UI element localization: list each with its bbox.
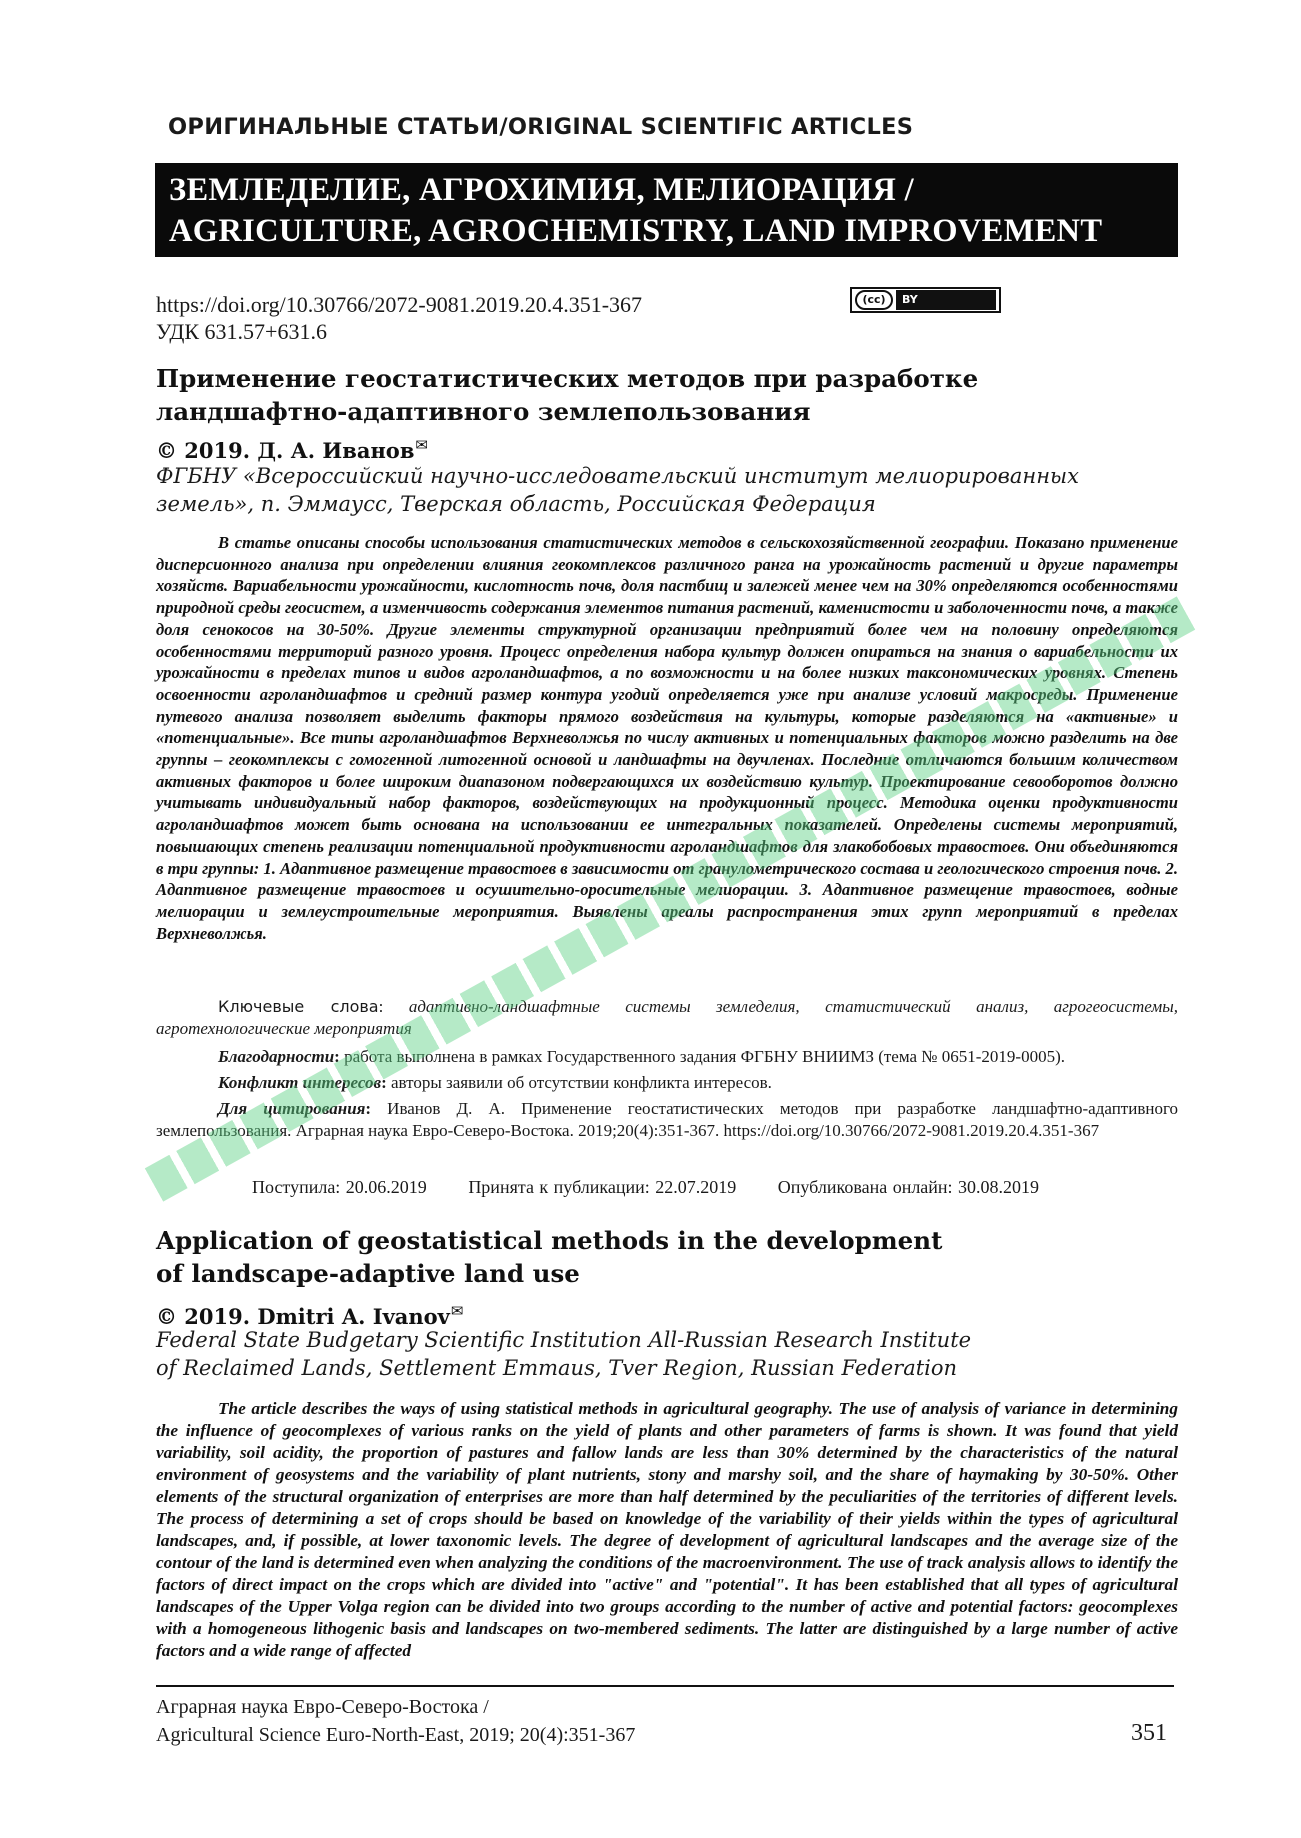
title-ru-line-1: Применение геостатистических методов при разработке (156, 364, 979, 393)
footer-divider (156, 1685, 1174, 1687)
acknowledgements: Благодарности: работа выполнена в рамках Государственного задания ФГБНУ ВНИИМЗ (тема № 0651-2019-0005). (218, 1047, 1065, 1066)
affiliation-en-line-2: of Reclaimed Lands, Settlement Emmaus, Tver Region, Russian Federation (156, 1356, 958, 1380)
affiliation-ru (156, 462, 1196, 518)
author-ru (156, 436, 428, 463)
abstract-ru: В статье описаны способы использования статистических методов в сельскохозяйственной географии. Показано применение дисперсионного анализа при определении влияния геокомплексов различного ранга на урожайность растений и другие параметры хозяйств. Вариабельности урожайности, кислотность почв, доля пастбищ и залежей менее чем на 30% определяются особенностями природной среды геосистем, а изменчивость содержания элементов питания растений, каменистости и заболоченности почв, а также доля сенокосов на 30-50%. Другие элементы структурной организации предприятий более чем на половину определяются особенностями территорий разного уровня. Процесс определения набора культур должен опираться на знания о вариабельности их урожайности в пределах типов и видов агроландшафтов, а по возможности и на более низких таксономических уровнях. Степень освоенности агроландшафтов и средний размер контура угодий определяется уже при анализе условий макросреды. Применение путевого анализа позволяет выделить факторы прямого воздействия на культуры, которые разделяются на «активные» и «потенциальные». Все типы агроландшафтов Верхневолжья по числу активных и потенциальных факторов можно разделить на две группы – геокомплексы с гомогенной литогенной основой и ландшафты на двучленах. Последние отличаются большим количеством активных факторов и более широким диапазоном подвергающихся их воздействию культур. Проектирование севооборотов должно учитывать индивидуальный набор факторов, воздействующих на продукционный процесс. Методика оценки продуктивности агроландшафтов может быть основана на использовании ее интегральных показателей. Определены системы мероприятий, повышающих степень реализации потенциальной продуктивности агроландшафтов для злакобобовых травостоев. Они объединяются в три группы: 1. Адаптивное размещение травостоев в зависимости от гранулометрического состава и геологического строения почв. 2. Адаптивное размещение травостоев и осушительно-оросительные мелиорации. 3. Адаптивное размещение травостоев, водные мелиорации и землеустроительные мероприятия. Выявлены ареалы распространения этих групп мероприятий в пределах Верхневолжья. (156, 533, 1178, 943)
publication-dates (252, 1177, 1075, 1198)
accepted-date: Принята к публикации: 22.07.2019 (468, 1177, 737, 1197)
affiliation-en (156, 1326, 1196, 1382)
title-en-line-1: Application of geostatistical methods in the development (156, 1226, 943, 1255)
received-date: Поступила: 20.06.2019 (252, 1177, 427, 1197)
banner-line-2: AGRICULTURE, AGROCHEMISTRY, LAND IMPROVEMENT (169, 213, 1103, 249)
udk-code: УДК 631.57+631.6 (156, 319, 327, 344)
keywords-text: адаптивно-ландшафтные системы земледелия, статистический анализ, агрогеосистемы, агротехнологические мероприятия (156, 997, 1178, 1038)
section-banner (155, 163, 1178, 257)
title-en-line-2: of landscape-adaptive land use (156, 1259, 580, 1288)
published-date: Опубликована онлайн: 30.08.2019 (777, 1177, 1040, 1197)
cc-icon: (cc) (855, 290, 893, 310)
doi-link[interactable]: https://doi.org/10.30766/2072-9081.2019.20.4.351-367 (156, 292, 643, 317)
keywords-label: Ключевые слова (218, 997, 379, 1016)
author-ru-name: © 2019. Д. А. Иванов (156, 438, 415, 463)
title-ru-line-2: ландшафтно-адаптивного землепользования (156, 397, 811, 426)
affiliation-en-line-1: Federal State Budgetary Scientific Institution All-Russian Research Institute (156, 1328, 972, 1352)
keywords-ru: Ключевые слова: адаптивно-ландшафтные системы земледелия, статистический анализ, агрогеосистемы, агротехнологические мероприятия (156, 997, 1178, 1038)
page-number: 351 (1131, 1720, 1167, 1746)
conflict-text: авторы заявили об отсутствии конфликта интересов. (391, 1073, 772, 1092)
banner-line-1: ЗЕМЛЕДЕЛИЕ, АГРОХИМИЯ, МЕЛИОРАЦИЯ / (169, 172, 914, 208)
abstract-en: The article describes the ways of using statistical methods in agricultural geography. The use of analysis of variance in determining the influence of geocomplexes of various ranks on the yield of plants and other parameters of farms is shown. It was found that yield variability, soil acidity, the proportion of pastures and fallow lands are less than 30% determined by the characteristics of the natural environment of geosystems and the variability of plant nutrients, stony and marshy soil, and the share of haymaking by 30-50%. Other elements of the structural organization of enterprises are more than half determined by the peculiarities of the territories of different levels. The process of determining a set of crops should be based on knowledge of the variability of their yields within the types of agricultural landscapes, and, if possible, at lower taxonomic levels. The degree of development of agricultural landscapes and the average size of the contour of the land is determined even when analyzing the conditions of the macroenvironment. The use of track analysis allows to identify the factors of direct impact on the crops which are divided into "active" and "potential". It has been established that all types of agricultural landscapes of the Upper Volga region can be divided into two groups according to the number of active and potential factors: geocomplexes with a homogeneous lithogenic basis and landscapes on two-membered sediments. The latter are distinguished by a large number of active factors and a wide range of affected (156, 1399, 1178, 1660)
article-title-ru (156, 362, 1176, 428)
citation-label: Для цитирования (218, 1099, 366, 1118)
acknowledgements-text: работа выполнена в рамках Государственного задания ФГБНУ ВНИИМЗ (тема № 0651-2019-0005). (344, 1047, 1065, 1066)
section-label: ОРИГИНАЛЬНЫЕ СТАТЬИ/ORIGINAL SCIENTIFIC ARTICLES (168, 114, 914, 140)
conflict-of-interest: Конфликт интересов: авторы заявили об отсутствии конфликта интересов. (218, 1073, 772, 1092)
conflict-label: Конфликт интересов (218, 1073, 382, 1092)
by-icon: BY (896, 290, 996, 310)
article-title-en (156, 1224, 1176, 1290)
author-en (156, 1302, 463, 1329)
cc-by-icon[interactable] (850, 287, 1001, 313)
citation-text: Иванов Д. А. Применение геостатистических методов при разработке ландшафтно-адаптивного землепользования. Аграрная наука Евро-Северо-Востока. 2019;20(4):351-367. https://doi.org/10.30766/2072-9081.2019.20.4.351-367 (156, 1099, 1178, 1140)
journal-name-en: Agricultural Science Euro-North-East, 2019; 20(4):351-367 (156, 1724, 636, 1746)
affiliation-ru-line-2: земель», п. Эммаусс, Тверская область, Российская Федерация (156, 492, 876, 516)
envelope-icon[interactable]: ✉ (415, 436, 428, 454)
author-en-name: © 2019. Dmitri A. Ivanov (156, 1304, 450, 1329)
journal-name-ru: Аграрная наука Евро-Северо-Востока / (156, 1696, 489, 1718)
citation: Для цитирования: Иванов Д. А. Применение геостатистических методов при разработке ландшафтно-адаптивного землепользования. Аграрная наука Евро-Северо-Востока. 2019;20(4):351-367. https://doi.org/10.30766/2072-9081.2019.20.4.351-367 (156, 1099, 1178, 1140)
affiliation-ru-line-1: ФГБНУ «Всероссийский научно-исследовательский институт мелиорированных (156, 464, 1079, 488)
envelope-icon[interactable]: ✉ (450, 1302, 464, 1320)
acknowledgements-label: Благодарности (218, 1047, 335, 1066)
